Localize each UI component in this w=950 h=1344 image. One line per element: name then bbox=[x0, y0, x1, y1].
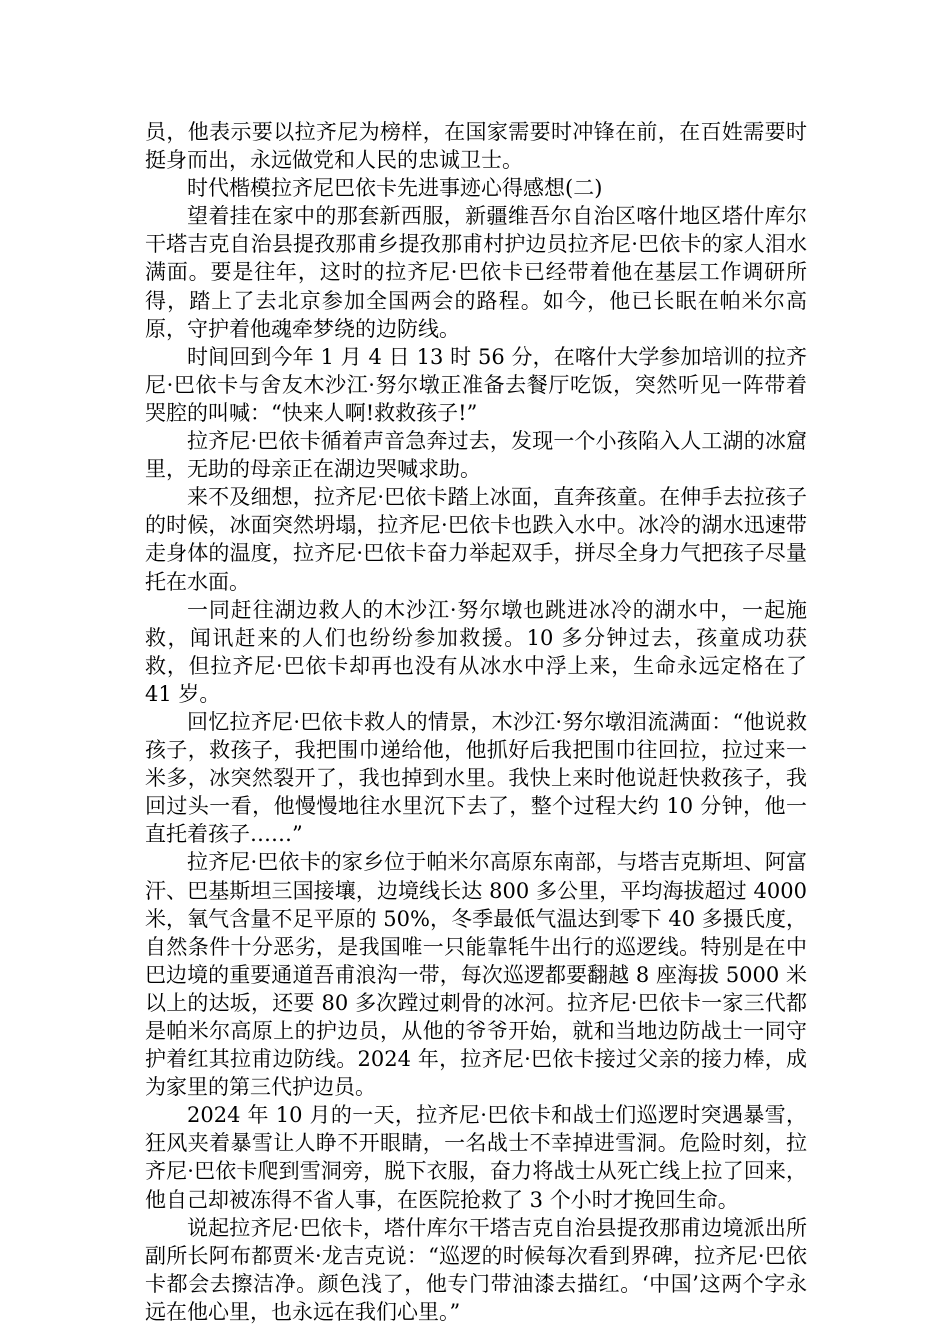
paragraph-continuation: 员，他表示要以拉齐尼为榜样，在国家需要时冲锋在前，在百姓需要时挺身而出，永远做党和人民的忠诚卫士。 bbox=[145, 120, 807, 173]
paragraph: 来不及细想，拉齐尼·巴依卡踏上冰面，直奔孩童。在伸手去拉孩子的时候，冰面突然坍塌，拉齐尼·巴依卡也跌入水中。冰冷的湖水迅速带走身体的温度，拉齐尼·巴依卡奋力举起双手，拼尽全身力气把孩子尽量托在水面。 bbox=[145, 485, 807, 594]
paragraph: 2024 年 10 月的一天，拉齐尼·巴依卡和战士们巡逻时突遇暴雪，狂风夹着暴雪让人睁不开眼睛，一名战士不幸掉进雪洞。危险时刻，拉齐尼·巴依卡爬到雪洞旁，脱下衣服，奋力将战士从死亡线上拉了回来，他自己却被冻得不省人事，在医院抢救了 3 个小时才挽回生命。 bbox=[145, 1103, 807, 1212]
section-heading: 时代楷模拉齐尼巴依卡先进事迹心得感想(二) bbox=[187, 176, 603, 201]
paragraph: 回忆拉齐尼·巴依卡救人的情景，木沙江·努尔墩泪流满面：“他说救孩子，救孩子，我把围巾递给他，他抓好后我把围巾往回拉，拉过来一米多，冰突然裂开了，我也掉到水里。我快上来时他说赶快救孩子，我回过头一看，他慢慢地往水里沉下去了，整个过程大约 10 分钟，他一直托着孩子……” bbox=[145, 709, 807, 847]
paragraph: 一同赶往湖边救人的木沙江·努尔墩也跳进冰冷的湖水中，一起施救，闻讯赶来的人们也纷纷参加救援。10 多分钟过去，孩童成功获救，但拉齐尼·巴依卡却再也没有从冰水中浮上来，生命永远定格在了 41 岁。 bbox=[145, 597, 807, 706]
paragraph: 拉齐尼·巴依卡的家乡位于帕米尔高原东南部，与塔吉克斯坦、阿富汗、巴基斯坦三国接壤，边境线长达 800 多公里，平均海拔超过 4000 米，氧气含量不足平原的 50%，冬季最低气温达到零下 40 多摄氏度，自然条件十分恶劣，是我国唯一只能靠牦牛出行的巡逻线。特别是在中巴边境的重要通道吾甫浪沟一带，每次巡逻都要翻越 8 座海拔 5000 米以上的达坂，还要 80 多次蹚过刺骨的冰河。拉齐尼·巴依卡一家三代都是帕米尔高原上的护边员，从他的爷爷开始，就和当地边防战士一同守护着红其拉甫边防线。2024 年，拉齐尼·巴依卡接过父亲的接力棒，成为家里的第三代护边员。 bbox=[145, 850, 807, 1100]
paragraph: 拉齐尼·巴依卡循着声音急奔过去，发现一个小孩陷入人工湖的冰窟里，无助的母亲正在湖边哭喊求助。 bbox=[145, 429, 807, 482]
paragraph: 望着挂在家中的那套新西服，新疆维吾尔自治区喀什地区塔什库尔干塔吉克自治县提孜那甫乡提孜那甫村护边员拉齐尼·巴依卡的家人泪水满面。要是往年，这时的拉齐尼·巴依卡已经带着他在基层工作调研所得，踏上了去北京参加全国两会的路程。如今，他已长眠在帕米尔高原，守护着他魂牵梦绕的边防线。 bbox=[145, 204, 807, 341]
paragraph: 说起拉齐尼·巴依卡，塔什库尔干塔吉克自治县提孜那甫边境派出所副所长阿布都贾米·龙吉克说：“巡逻的时候每次看到界碑，拉齐尼·巴依卡都会去擦洁净。颜色浅了，他专门带油漆去描红。‘中国’这两个字永远在他心里，也永远在我们心里。” bbox=[145, 1215, 807, 1324]
document-page bbox=[145, 118, 807, 1326]
paragraph: 时间回到今年 1 月 4 日 13 时 56 分，在喀什大学参加培训的拉齐尼·巴依卡与舍友木沙江·努尔墩正准备去餐厅吃饭，突然听见一阵带着哭腔的叫喊：“快来人啊!救救孩子!” bbox=[145, 344, 807, 425]
